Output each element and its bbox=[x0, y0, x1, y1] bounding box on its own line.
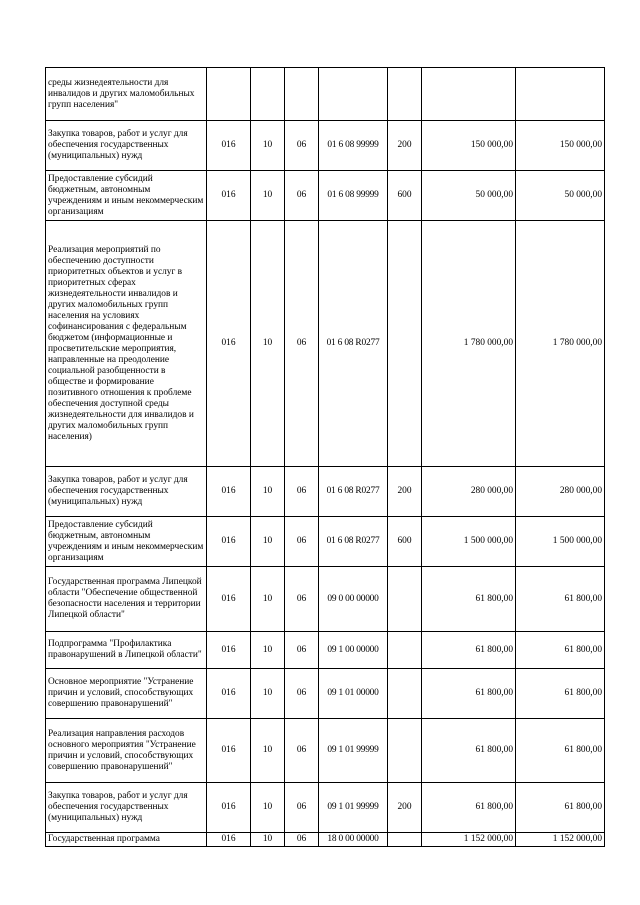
row-name-cell: Предоставление субсидий бюджетным, автономным учреждениям и иным некоммерческим организациям bbox=[46, 171, 207, 221]
subsection-code-cell: 06 bbox=[285, 517, 319, 567]
ministry-code-cell: 016 bbox=[207, 632, 251, 669]
row-name-cell: среды жизнедеятельности для инвалидов и других маломобильных групп населения" bbox=[46, 68, 207, 121]
budget-table bbox=[45, 67, 605, 847]
row-name-cell: Основное мероприятие "Устранение причин и условий, способствующих совершению правонарушений" bbox=[46, 669, 207, 719]
amount-approved-cell: 61 800,00 bbox=[516, 719, 605, 783]
amount-plan-cell bbox=[422, 68, 516, 121]
amount-approved-cell: 50 000,00 bbox=[516, 171, 605, 221]
row-name-cell: Закупка товаров, работ и услуг для обеспечения государственных (муниципальных) нужд bbox=[46, 467, 207, 517]
table-row bbox=[46, 221, 605, 467]
subsection-code-cell: 06 bbox=[285, 783, 319, 833]
section-code-cell: 10 bbox=[251, 121, 285, 171]
amount-plan-cell: 1 500 000,00 bbox=[422, 517, 516, 567]
amount-approved-cell: 61 800,00 bbox=[516, 632, 605, 669]
section-code-cell: 10 bbox=[251, 669, 285, 719]
table-row bbox=[46, 467, 605, 517]
amount-approved-cell: 280 000,00 bbox=[516, 467, 605, 517]
ministry-code-cell: 016 bbox=[207, 669, 251, 719]
ministry-code-cell: 016 bbox=[207, 221, 251, 467]
table-row bbox=[46, 783, 605, 833]
amount-approved-cell: 150 000,00 bbox=[516, 121, 605, 171]
target-article-cell: 01 6 08 R0277 bbox=[319, 467, 388, 517]
target-article-cell: 09 0 00 00000 bbox=[319, 567, 388, 632]
table-row bbox=[46, 833, 605, 847]
expense-type-cell bbox=[388, 632, 422, 669]
row-name-cell: Подпрограмма "Профилактика правонарушений в Липецкой области" bbox=[46, 632, 207, 669]
target-article-cell: 09 1 01 99999 bbox=[319, 783, 388, 833]
row-name-cell: Реализация мероприятий по обеспечению доступности приоритетных объектов и услуг в приоритетных сферах жизнедеятельности инвалидов и других маломобильных групп населения на условиях софинансирования с федеральным бюджетом (информационные и просветительские мероприятия, направленные на преодоление социальной разобщенности в обществе и формирование позитивного отношения к проблеме обеспечения доступной среды жизнедеятельности для инвалидов и других маломобильных групп населения) bbox=[46, 221, 207, 467]
subsection-code-cell: 06 bbox=[285, 467, 319, 517]
table-row bbox=[46, 68, 605, 121]
subsection-code-cell: 06 bbox=[285, 669, 319, 719]
row-name-cell: Государственная программа Липецкой области "Обеспечение общественной безопасности населения и территории Липецкой области" bbox=[46, 567, 207, 632]
expense-type-cell: 200 bbox=[388, 121, 422, 171]
target-article-cell: 09 1 01 00000 bbox=[319, 669, 388, 719]
amount-plan-cell: 61 800,00 bbox=[422, 567, 516, 632]
amount-plan-cell: 150 000,00 bbox=[422, 121, 516, 171]
ministry-code-cell: 016 bbox=[207, 833, 251, 847]
target-article-cell bbox=[319, 68, 388, 121]
amount-approved-cell: 61 800,00 bbox=[516, 567, 605, 632]
target-article-cell: 01 6 08 R0277 bbox=[319, 221, 388, 467]
ministry-code-cell: 016 bbox=[207, 517, 251, 567]
table-row bbox=[46, 567, 605, 632]
subsection-code-cell: 06 bbox=[285, 567, 319, 632]
expense-type-cell bbox=[388, 221, 422, 467]
amount-approved-cell: 1 500 000,00 bbox=[516, 517, 605, 567]
subsection-code-cell: 06 bbox=[285, 221, 319, 467]
expense-type-cell bbox=[388, 567, 422, 632]
ministry-code-cell: 016 bbox=[207, 783, 251, 833]
expense-type-cell bbox=[388, 719, 422, 783]
row-name-cell: Закупка товаров, работ и услуг для обеспечения государственных (муниципальных) нужд bbox=[46, 121, 207, 171]
amount-plan-cell: 61 800,00 bbox=[422, 783, 516, 833]
amount-plan-cell: 1 780 000,00 bbox=[422, 221, 516, 467]
section-code-cell: 10 bbox=[251, 833, 285, 847]
row-name-cell: Государственная программа bbox=[46, 833, 207, 847]
subsection-code-cell: 06 bbox=[285, 632, 319, 669]
expense-type-cell: 600 bbox=[388, 517, 422, 567]
subsection-code-cell bbox=[285, 68, 319, 121]
section-code-cell: 10 bbox=[251, 567, 285, 632]
ministry-code-cell: 016 bbox=[207, 121, 251, 171]
expense-type-cell bbox=[388, 68, 422, 121]
expense-type-cell: 200 bbox=[388, 783, 422, 833]
row-name-cell: Предоставление субсидий бюджетным, автономным учреждениям и иным некоммерческим организациям bbox=[46, 517, 207, 567]
table-row bbox=[46, 121, 605, 171]
subsection-code-cell: 06 bbox=[285, 719, 319, 783]
target-article-cell: 09 1 00 00000 bbox=[319, 632, 388, 669]
section-code-cell: 10 bbox=[251, 517, 285, 567]
target-article-cell: 09 1 01 99999 bbox=[319, 719, 388, 783]
amount-approved-cell: 1 780 000,00 bbox=[516, 221, 605, 467]
table-row bbox=[46, 669, 605, 719]
amount-plan-cell: 61 800,00 bbox=[422, 719, 516, 783]
amount-plan-cell: 50 000,00 bbox=[422, 171, 516, 221]
amount-approved-cell bbox=[516, 68, 605, 121]
section-code-cell: 10 bbox=[251, 632, 285, 669]
section-code-cell: 10 bbox=[251, 171, 285, 221]
amount-plan-cell: 61 800,00 bbox=[422, 632, 516, 669]
expense-type-cell: 600 bbox=[388, 171, 422, 221]
target-article-cell: 01 6 08 R0277 bbox=[319, 517, 388, 567]
row-name-cell: Закупка товаров, работ и услуг для обеспечения государственных (муниципальных) нужд bbox=[46, 783, 207, 833]
amount-approved-cell: 1 152 000,00 bbox=[516, 833, 605, 847]
ministry-code-cell: 016 bbox=[207, 567, 251, 632]
target-article-cell: 01 6 08 99999 bbox=[319, 171, 388, 221]
ministry-code-cell: 016 bbox=[207, 719, 251, 783]
subsection-code-cell: 06 bbox=[285, 833, 319, 847]
ministry-code-cell bbox=[207, 68, 251, 121]
section-code-cell: 10 bbox=[251, 221, 285, 467]
amount-plan-cell: 1 152 000,00 bbox=[422, 833, 516, 847]
expense-type-cell bbox=[388, 669, 422, 719]
section-code-cell: 10 bbox=[251, 719, 285, 783]
amount-approved-cell: 61 800,00 bbox=[516, 783, 605, 833]
subsection-code-cell: 06 bbox=[285, 121, 319, 171]
ministry-code-cell: 016 bbox=[207, 171, 251, 221]
subsection-code-cell: 06 bbox=[285, 171, 319, 221]
section-code-cell: 10 bbox=[251, 467, 285, 517]
amount-plan-cell: 280 000,00 bbox=[422, 467, 516, 517]
table-row bbox=[46, 517, 605, 567]
section-code-cell: 10 bbox=[251, 783, 285, 833]
amount-plan-cell: 61 800,00 bbox=[422, 669, 516, 719]
table-row bbox=[46, 171, 605, 221]
expense-type-cell: 200 bbox=[388, 467, 422, 517]
target-article-cell: 01 6 08 99999 bbox=[319, 121, 388, 171]
table-row bbox=[46, 719, 605, 783]
table-row bbox=[46, 632, 605, 669]
target-article-cell: 18 0 00 00000 bbox=[319, 833, 388, 847]
amount-approved-cell: 61 800,00 bbox=[516, 669, 605, 719]
ministry-code-cell: 016 bbox=[207, 467, 251, 517]
section-code-cell bbox=[251, 68, 285, 121]
table-body bbox=[46, 68, 605, 847]
expense-type-cell bbox=[388, 833, 422, 847]
row-name-cell: Реализация направления расходов основного мероприятия "Устранение причин и условий, способствующих совершению правонарушений" bbox=[46, 719, 207, 783]
